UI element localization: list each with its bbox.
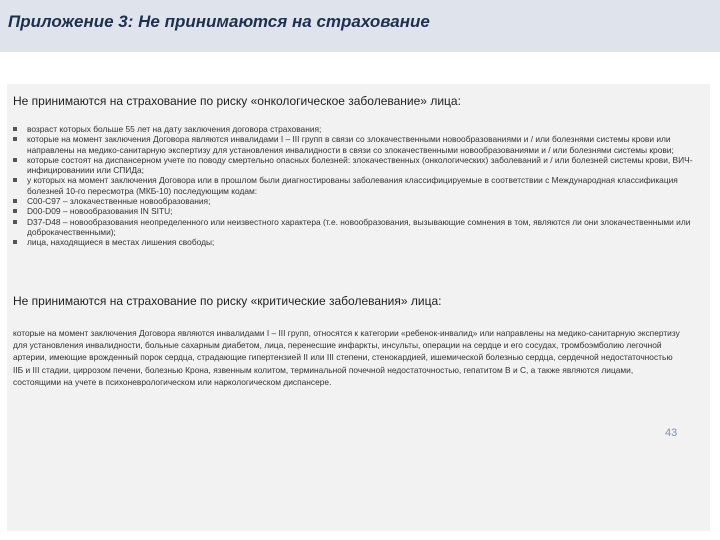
list-item: D37-D48 – новообразования неопределенного или неизвестного характера (т.е. новообразования, вызывающие сомнения в том, являются ли они злокачественными или доброкачественными); [13, 217, 699, 238]
bullet-icon [13, 178, 17, 182]
bullet-icon [13, 158, 17, 162]
oncology-exclusion-list [13, 124, 699, 248]
section-oncology-heading: Не принимаются на страхование по риску «онкологическое заболевание» лица: [13, 94, 461, 108]
list-item: которые на момент заключения Договора являются инвалидами I – III групп в связи со злокачественными новообразованиями и / или болезнями системы крови или направлены на медико-санитарную экспертизу для установления инвалидности в связи со злокачественными новообразованиями и / или болезнями системы крови; [13, 134, 699, 155]
list-item: лица, находящиеся в местах лишения свободы; [13, 237, 699, 247]
bullet-icon [13, 220, 17, 224]
content-panel [7, 84, 710, 531]
page-number: 43 [665, 427, 678, 439]
list-item: C00-C97 – злокачественные новообразования; [13, 196, 699, 206]
bullet-icon [13, 209, 17, 213]
critical-exclusion-text: которые на момент заключения Договора являются инвалидами I – III групп, относятся к категории «ребенок-инвалид» или направлены на медико-санитарную экспертизу для установления инвалидности, больные сахарным диабетом, лица, перенесшие инфаркты, инсульты, операции на сердце и его сосудах, тромбоэмболию легочной артерии, имеющие врожденный порок сердца, страдающие гипертензией II или III степени, стенокардией, ишемической болезнью сердца, сердечной недостаточностью IIБ и III стадии, циррозом печени, болезнью Крона, язвенным колитом, терминальной почечной недостаточностью, гепатитом В и С, а также являются лицами, состоящими на учете в психоневрологическом или наркологическом диспансере. [13, 328, 680, 387]
slide-title: Приложение 3: Не принимаются на страхование [8, 12, 430, 31]
bullet-icon [13, 127, 17, 131]
list-item: возраст которых больше 55 лет на дату заключения договора страхования; [13, 124, 699, 134]
list-item: которые состоят на диспансерном учете по поводу смертельно опасных болезней: злокачественных (онкологических) заболеваний и / или болезней системы крови, ВИЧ-инфицированиии или СПИДа; [13, 155, 699, 176]
slide-header [0, 0, 720, 52]
bullet-icon [13, 137, 17, 141]
list-item: у которых на момент заключения Договора или в прошлом были диагностированы заболевания классифицируемые в соответствии с Международная классификация болезней 10-го пересмотра (МКБ-10) последующим кодам: [13, 175, 699, 196]
section-critical-heading: Не принимаются на страхование по риску «критические заболевания» лица: [13, 294, 442, 308]
bullet-icon [13, 199, 17, 203]
list-item: D00-D09 – новообразования IN SITU; [13, 206, 699, 216]
bullet-icon [13, 240, 17, 244]
